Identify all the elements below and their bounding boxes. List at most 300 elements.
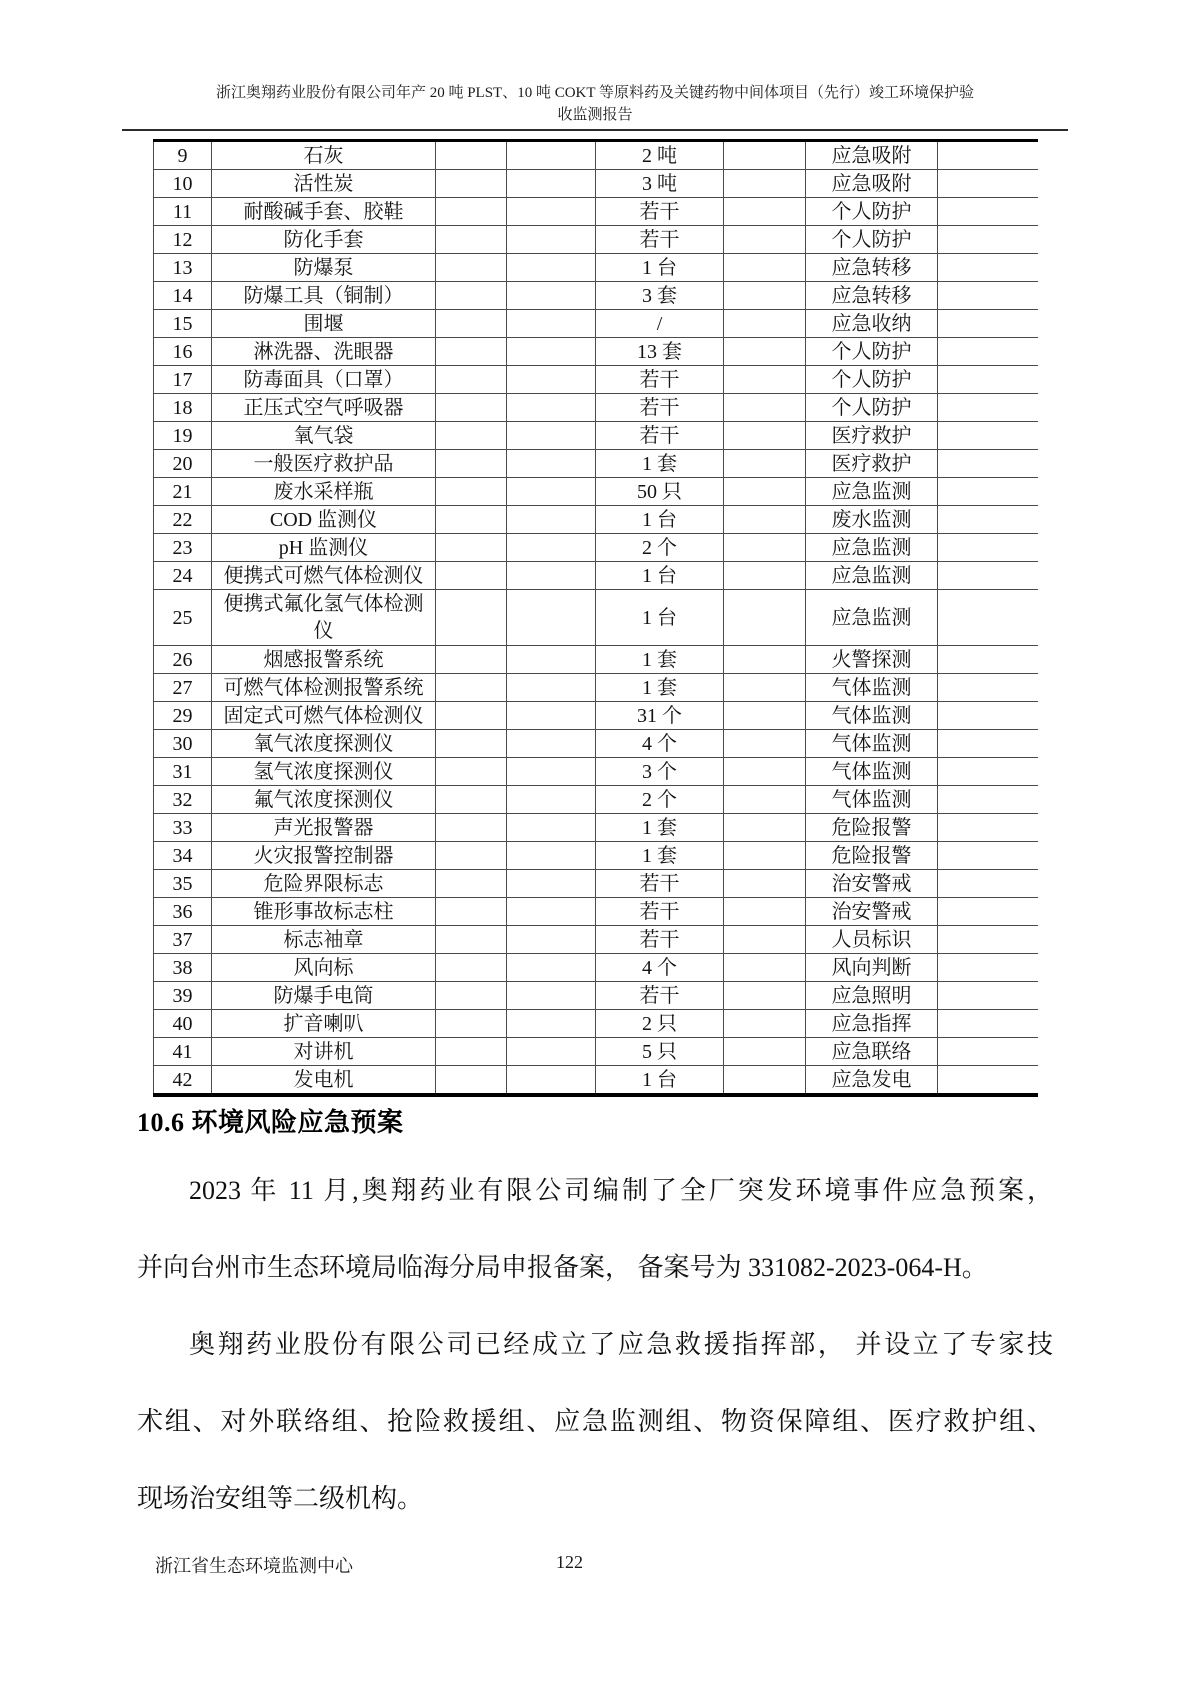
- cell-empty: [436, 506, 507, 534]
- table-row: [154, 422, 1038, 450]
- cell-empty: [507, 786, 596, 814]
- cell-number: 24: [154, 562, 212, 590]
- cell-empty: [436, 1010, 507, 1038]
- cell-item-name: 锥形事故标志柱: [212, 898, 436, 926]
- cell-number: 11: [154, 198, 212, 226]
- cell-empty: [436, 198, 507, 226]
- cell-empty: [436, 141, 507, 170]
- cell-empty: [507, 198, 596, 226]
- cell-empty: [938, 310, 1038, 338]
- cell-purpose: 废水监测: [806, 506, 938, 534]
- table-row: [154, 590, 1038, 646]
- cell-item-name: 标志袖章: [212, 926, 436, 954]
- body-text-line: 并向台州市生态环境局临海分局申报备案， 备案号为 331082-2023-064-H。: [137, 1253, 988, 1282]
- cell-quantity: 若干: [596, 982, 724, 1010]
- cell-quantity: 3 吨: [596, 170, 724, 198]
- cell-number: 25: [154, 590, 212, 646]
- cell-item-name: 危险界限标志: [212, 870, 436, 898]
- cell-empty: [507, 1066, 596, 1096]
- table-row: [154, 506, 1038, 534]
- cell-empty: [507, 842, 596, 870]
- cell-empty: [436, 674, 507, 702]
- cell-number: 14: [154, 282, 212, 310]
- cell-quantity: 若干: [596, 870, 724, 898]
- cell-empty: [507, 730, 596, 758]
- cell-empty: [507, 674, 596, 702]
- cell-empty: [724, 338, 806, 366]
- cell-empty: [507, 366, 596, 394]
- cell-item-name: 声光报警器: [212, 814, 436, 842]
- cell-empty: [507, 1038, 596, 1066]
- cell-item-name: 氧气袋: [212, 422, 436, 450]
- cell-empty: [938, 338, 1038, 366]
- cell-empty: [724, 394, 806, 422]
- cell-empty: [436, 982, 507, 1010]
- cell-empty: [938, 254, 1038, 282]
- cell-quantity: 13 套: [596, 338, 724, 366]
- cell-empty: [938, 702, 1038, 730]
- cell-item-name: 正压式空气呼吸器: [212, 394, 436, 422]
- cell-empty: [724, 730, 806, 758]
- page-header: [120, 82, 1070, 126]
- cell-empty: [938, 394, 1038, 422]
- cell-purpose: 个人防护: [806, 394, 938, 422]
- cell-purpose: 应急转移: [806, 254, 938, 282]
- cell-number: 35: [154, 870, 212, 898]
- cell-quantity: 1 台: [596, 590, 724, 646]
- cell-empty: [938, 898, 1038, 926]
- table-row: [154, 870, 1038, 898]
- cell-empty: [507, 422, 596, 450]
- page-header-line1: 浙江奥翔药业股份有限公司年产 20 吨 PLST、10 吨 COKT 等原料药及关键药物中间体项目（先行）竣工环境保护验: [215, 85, 975, 101]
- cell-empty: [724, 870, 806, 898]
- cell-purpose: 火警探测: [806, 646, 938, 674]
- body-text-line: 奥翔药业股份有限公司已经成立了应急救援指挥部， 并设立了专家技: [189, 1330, 1053, 1359]
- cell-empty: [724, 534, 806, 562]
- cell-item-name: 发电机: [212, 1066, 436, 1096]
- cell-empty: [436, 702, 507, 730]
- table-row: [154, 198, 1038, 226]
- cell-quantity: 1 套: [596, 646, 724, 674]
- cell-empty: [507, 394, 596, 422]
- cell-purpose: 应急照明: [806, 982, 938, 1010]
- cell-empty: [938, 282, 1038, 310]
- cell-empty: [436, 758, 507, 786]
- cell-quantity: 5 只: [596, 1038, 724, 1066]
- cell-number: 21: [154, 478, 212, 506]
- cell-quantity: 3 套: [596, 282, 724, 310]
- cell-empty: [938, 170, 1038, 198]
- cell-empty: [938, 842, 1038, 870]
- cell-number: 17: [154, 366, 212, 394]
- table-row: [154, 954, 1038, 982]
- cell-quantity: /: [596, 310, 724, 338]
- cell-empty: [436, 1038, 507, 1066]
- cell-empty: [724, 646, 806, 674]
- cell-quantity: 2 只: [596, 1010, 724, 1038]
- cell-quantity: 若干: [596, 422, 724, 450]
- cell-quantity: 1 套: [596, 674, 724, 702]
- cell-empty: [938, 534, 1038, 562]
- cell-empty: [436, 450, 507, 478]
- cell-number: 13: [154, 254, 212, 282]
- cell-purpose: 应急吸附: [806, 141, 938, 170]
- cell-purpose: 危险报警: [806, 814, 938, 842]
- cell-empty: [724, 1038, 806, 1066]
- cell-empty: [938, 730, 1038, 758]
- cell-empty: [436, 590, 507, 646]
- cell-purpose: 个人防护: [806, 366, 938, 394]
- cell-empty: [436, 254, 507, 282]
- table-row: [154, 814, 1038, 842]
- cell-empty: [938, 141, 1038, 170]
- cell-purpose: 应急收纳: [806, 310, 938, 338]
- cell-item-name: 围堰: [212, 310, 436, 338]
- cell-empty: [507, 282, 596, 310]
- cell-empty: [507, 141, 596, 170]
- cell-empty: [436, 842, 507, 870]
- cell-empty: [724, 590, 806, 646]
- cell-number: 10: [154, 170, 212, 198]
- body-text-line: 现场治安组等二级机构。: [137, 1484, 424, 1513]
- cell-purpose: 应急指挥: [806, 1010, 938, 1038]
- cell-empty: [938, 198, 1038, 226]
- cell-item-name: pH 监测仪: [212, 534, 436, 562]
- cell-item-name: 防爆泵: [212, 254, 436, 282]
- cell-purpose: 个人防护: [806, 198, 938, 226]
- cell-empty: [724, 954, 806, 982]
- cell-empty: [507, 926, 596, 954]
- cell-item-name: 耐酸碱手套、胶鞋: [212, 198, 436, 226]
- cell-purpose: 气体监测: [806, 730, 938, 758]
- cell-empty: [938, 562, 1038, 590]
- cell-empty: [938, 366, 1038, 394]
- cell-number: 30: [154, 730, 212, 758]
- cell-item-name: 活性炭: [212, 170, 436, 198]
- cell-empty: [938, 1038, 1038, 1066]
- table-row: [154, 254, 1038, 282]
- cell-empty: [507, 226, 596, 254]
- cell-purpose: 治安警戒: [806, 898, 938, 926]
- cell-purpose: 医疗救护: [806, 422, 938, 450]
- cell-item-name: 可燃气体检测报警系统: [212, 674, 436, 702]
- cell-item-name: 氧气浓度探测仪: [212, 730, 436, 758]
- cell-empty: [938, 786, 1038, 814]
- cell-empty: [436, 898, 507, 926]
- cell-empty: [436, 926, 507, 954]
- cell-empty: [507, 590, 596, 646]
- cell-empty: [938, 478, 1038, 506]
- cell-empty: [436, 814, 507, 842]
- cell-empty: [938, 982, 1038, 1010]
- cell-empty: [436, 562, 507, 590]
- cell-item-name: 烟感报警系统: [212, 646, 436, 674]
- table-row: [154, 982, 1038, 1010]
- cell-quantity: 50 只: [596, 478, 724, 506]
- cell-number: 18: [154, 394, 212, 422]
- cell-empty: [436, 786, 507, 814]
- cell-purpose: 个人防护: [806, 338, 938, 366]
- cell-empty: [938, 506, 1038, 534]
- cell-item-name: COD 监测仪: [212, 506, 436, 534]
- cell-empty: [938, 590, 1038, 646]
- cell-empty: [724, 170, 806, 198]
- body-text-line: 2023 年 11 月,奥翔药业有限公司编制了全厂突发环境事件应急预案，: [189, 1176, 1053, 1205]
- cell-item-name: 废水采样瓶: [212, 478, 436, 506]
- cell-empty: [938, 226, 1038, 254]
- cell-quantity: 4 个: [596, 730, 724, 758]
- cell-quantity: 若干: [596, 226, 724, 254]
- cell-empty: [724, 254, 806, 282]
- cell-item-name: 固定式可燃气体检测仪: [212, 702, 436, 730]
- cell-number: 31: [154, 758, 212, 786]
- table-row: [154, 394, 1038, 422]
- cell-empty: [436, 338, 507, 366]
- cell-number: 42: [154, 1066, 212, 1096]
- cell-quantity: 若干: [596, 898, 724, 926]
- table-row: [154, 1010, 1038, 1038]
- cell-empty: [724, 226, 806, 254]
- cell-empty: [436, 478, 507, 506]
- cell-quantity: 1 套: [596, 814, 724, 842]
- table-row: [154, 926, 1038, 954]
- cell-empty: [724, 842, 806, 870]
- cell-empty: [436, 870, 507, 898]
- cell-empty: [436, 282, 507, 310]
- cell-empty: [507, 310, 596, 338]
- cell-empty: [507, 646, 596, 674]
- table-row: [154, 366, 1038, 394]
- cell-number: 22: [154, 506, 212, 534]
- cell-empty: [724, 814, 806, 842]
- cell-empty: [938, 422, 1038, 450]
- cell-empty: [938, 1010, 1038, 1038]
- cell-empty: [507, 1010, 596, 1038]
- cell-number: 41: [154, 1038, 212, 1066]
- table-row: [154, 898, 1038, 926]
- cell-empty: [507, 254, 596, 282]
- table-row: [154, 141, 1038, 170]
- cell-quantity: 1 套: [596, 450, 724, 478]
- cell-purpose: 治安警戒: [806, 870, 938, 898]
- cell-empty: [436, 366, 507, 394]
- cell-empty: [938, 674, 1038, 702]
- cell-number: 36: [154, 898, 212, 926]
- body-paragraphs: [137, 1152, 1053, 1537]
- cell-item-name: 防化手套: [212, 226, 436, 254]
- cell-item-name: 防爆手电筒: [212, 982, 436, 1010]
- cell-empty: [436, 394, 507, 422]
- cell-empty: [938, 814, 1038, 842]
- cell-item-name: 氢气浓度探测仪: [212, 758, 436, 786]
- cell-empty: [938, 954, 1038, 982]
- cell-quantity: 若干: [596, 926, 724, 954]
- cell-purpose: 应急吸附: [806, 170, 938, 198]
- cell-empty: [436, 954, 507, 982]
- cell-empty: [938, 758, 1038, 786]
- table-row: [154, 170, 1038, 198]
- cell-number: 26: [154, 646, 212, 674]
- cell-empty: [507, 170, 596, 198]
- table-row: [154, 534, 1038, 562]
- cell-empty: [724, 198, 806, 226]
- cell-item-name: 便携式可燃气体检测仪: [212, 562, 436, 590]
- cell-empty: [436, 226, 507, 254]
- cell-number: 32: [154, 786, 212, 814]
- cell-empty: [724, 366, 806, 394]
- cell-empty: [938, 646, 1038, 674]
- cell-empty: [938, 926, 1038, 954]
- table-row: [154, 674, 1038, 702]
- cell-number: 37: [154, 926, 212, 954]
- cell-empty: [724, 282, 806, 310]
- cell-quantity: 1 台: [596, 1066, 724, 1096]
- cell-item-name-text: 便携式氟化氢气体检测仪: [223, 592, 424, 642]
- cell-purpose: 风向判断: [806, 954, 938, 982]
- cell-empty: [436, 1066, 507, 1096]
- equipment-table: [153, 139, 1038, 1097]
- cell-quantity: 2 吨: [596, 141, 724, 170]
- cell-empty: [507, 534, 596, 562]
- cell-purpose: 应急监测: [806, 562, 938, 590]
- cell-empty: [436, 646, 507, 674]
- cell-empty: [507, 506, 596, 534]
- cell-empty: [436, 310, 507, 338]
- cell-empty: [938, 870, 1038, 898]
- header-rule: [122, 129, 1068, 131]
- cell-quantity: 若干: [596, 394, 724, 422]
- cell-purpose: 应急监测: [806, 534, 938, 562]
- cell-purpose: 应急发电: [806, 1066, 938, 1096]
- cell-purpose: 气体监测: [806, 702, 938, 730]
- cell-number: 33: [154, 814, 212, 842]
- cell-number: 40: [154, 1010, 212, 1038]
- cell-item-name: 风向标: [212, 954, 436, 982]
- cell-empty: [724, 562, 806, 590]
- cell-item-name: 火灾报警控制器: [212, 842, 436, 870]
- table-row: [154, 842, 1038, 870]
- cell-empty: [507, 814, 596, 842]
- table-row: [154, 786, 1038, 814]
- cell-quantity: 1 台: [596, 254, 724, 282]
- cell-empty: [724, 450, 806, 478]
- cell-empty: [724, 310, 806, 338]
- cell-empty: [724, 1066, 806, 1096]
- cell-empty: [724, 1010, 806, 1038]
- cell-empty: [724, 926, 806, 954]
- cell-empty: [724, 674, 806, 702]
- cell-empty: [436, 534, 507, 562]
- table-row: [154, 282, 1038, 310]
- cell-item-name: 一般医疗救护品: [212, 450, 436, 478]
- cell-item-name: 防爆工具（铜制）: [212, 282, 436, 310]
- cell-empty: [724, 982, 806, 1010]
- cell-purpose: 应急联络: [806, 1038, 938, 1066]
- cell-number: 19: [154, 422, 212, 450]
- table-row: [154, 338, 1038, 366]
- cell-number: 9: [154, 141, 212, 170]
- cell-empty: [724, 898, 806, 926]
- cell-purpose: 气体监测: [806, 674, 938, 702]
- cell-purpose: 危险报警: [806, 842, 938, 870]
- cell-empty: [724, 478, 806, 506]
- cell-item-name: 扩音喇叭: [212, 1010, 436, 1038]
- cell-number: 34: [154, 842, 212, 870]
- cell-purpose: 气体监测: [806, 786, 938, 814]
- cell-quantity: 2 个: [596, 534, 724, 562]
- cell-quantity: 1 台: [596, 506, 724, 534]
- cell-number: 29: [154, 702, 212, 730]
- cell-quantity: 1 套: [596, 842, 724, 870]
- cell-empty: [938, 450, 1038, 478]
- table-row: [154, 562, 1038, 590]
- cell-number: 16: [154, 338, 212, 366]
- cell-empty: [507, 702, 596, 730]
- cell-empty: [507, 870, 596, 898]
- cell-quantity: 4 个: [596, 954, 724, 982]
- cell-purpose: 应急监测: [806, 590, 938, 646]
- cell-empty: [507, 982, 596, 1010]
- table-row: [154, 478, 1038, 506]
- cell-item-name: 石灰: [212, 141, 436, 170]
- cell-purpose: 医疗救护: [806, 450, 938, 478]
- footer-organization: 浙江省生态环境监测中心: [155, 1556, 353, 1576]
- cell-empty: [507, 758, 596, 786]
- cell-empty: [724, 786, 806, 814]
- cell-empty: [507, 562, 596, 590]
- table-row: [154, 226, 1038, 254]
- cell-item-name: 防毒面具（口罩）: [212, 366, 436, 394]
- cell-item-name: [212, 590, 436, 646]
- cell-empty: [938, 1066, 1038, 1096]
- table-row: [154, 758, 1038, 786]
- cell-item-name: 淋洗器、洗眼器: [212, 338, 436, 366]
- cell-quantity: 2 个: [596, 786, 724, 814]
- cell-purpose: 气体监测: [806, 758, 938, 786]
- body-text-line: 术组、对外联络组、抢险救援组、应急监测组、物资保障组、医疗救护组、: [137, 1407, 1053, 1436]
- cell-purpose: 应急监测: [806, 478, 938, 506]
- cell-purpose: 应急转移: [806, 282, 938, 310]
- cell-empty: [436, 170, 507, 198]
- cell-number: 23: [154, 534, 212, 562]
- cell-purpose: 个人防护: [806, 226, 938, 254]
- cell-number: 39: [154, 982, 212, 1010]
- table-row: [154, 310, 1038, 338]
- emergency-equipment-table: [153, 139, 1038, 1097]
- cell-quantity: 若干: [596, 198, 724, 226]
- cell-item-name: 氟气浓度探测仪: [212, 786, 436, 814]
- table-row: [154, 730, 1038, 758]
- cell-empty: [724, 758, 806, 786]
- cell-empty: [724, 506, 806, 534]
- cell-empty: [724, 141, 806, 170]
- cell-empty: [507, 478, 596, 506]
- table-row: [154, 1038, 1038, 1066]
- cell-quantity: 31 个: [596, 702, 724, 730]
- table-row: [154, 702, 1038, 730]
- table-row: [154, 646, 1038, 674]
- section-heading: 10.6 环境风险应急预案: [137, 1108, 404, 1137]
- cell-number: 15: [154, 310, 212, 338]
- cell-empty: [724, 422, 806, 450]
- cell-empty: [507, 338, 596, 366]
- table-row: [154, 450, 1038, 478]
- cell-empty: [436, 422, 507, 450]
- cell-quantity: 若干: [596, 366, 724, 394]
- cell-empty: [436, 730, 507, 758]
- cell-number: 27: [154, 674, 212, 702]
- cell-item-name: 对讲机: [212, 1038, 436, 1066]
